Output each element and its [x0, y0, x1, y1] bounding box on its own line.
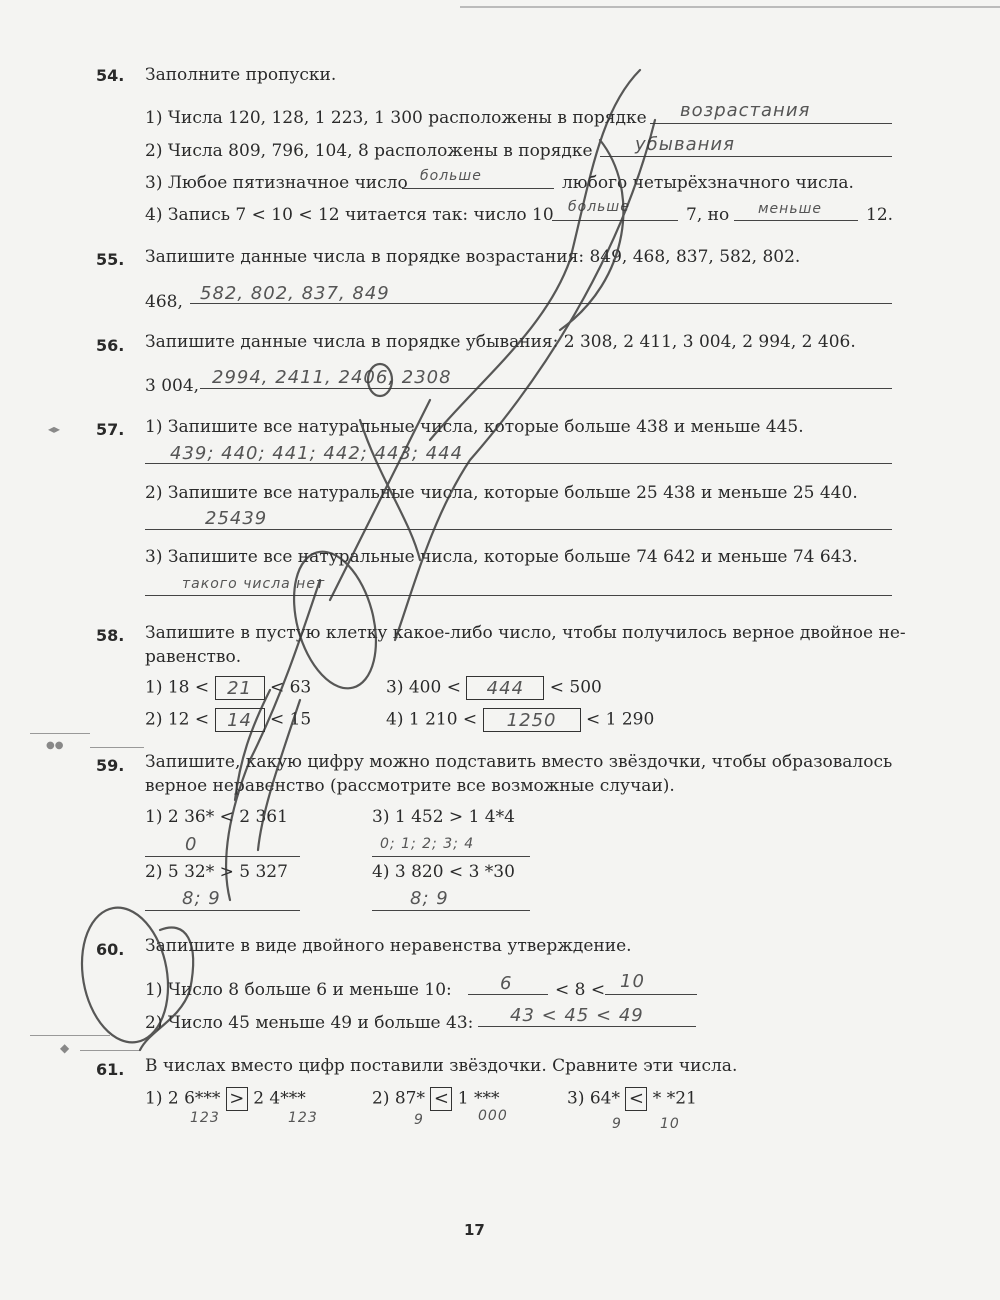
- task-60-item1-mid: < 8 <: [555, 980, 606, 1000]
- scribble-loop-2: [368, 364, 392, 396]
- task-61-c1-sign-box: >: [226, 1087, 248, 1111]
- task-59-item4-answer: 8; 9: [410, 888, 449, 909]
- task-54-number: 54.: [96, 66, 125, 85]
- task-58-item2-left: 2) 12 <: [145, 709, 210, 730]
- task-55-prefix: 468,: [145, 292, 183, 312]
- task-58-title-line1: Запишите в пустую клетку какое-либо число, чтобы получилось верное двойное не-: [145, 623, 906, 643]
- task-60-title: Запишите в виде двойного неравенства утверждение.: [145, 936, 632, 956]
- double-arrow-marker: ◂▸: [48, 422, 61, 436]
- task-57-answer1: 439; 440; 441; 442; 443; 444: [170, 443, 464, 464]
- task-57-answer2: 25439: [205, 508, 268, 529]
- task-61-c2-sign-box: <: [430, 1087, 452, 1111]
- task-61-c1-note-right: 123: [288, 1110, 318, 1126]
- task-56-title: Запишите данные числа в порядке убывания: 2 308, 2 411, 3 004, 2 994, 2 406.: [145, 332, 856, 352]
- diamond-marker: ◆: [60, 1041, 70, 1055]
- task-61-title: В числах вместо цифр поставили звёздочки. Сравните эти числа.: [145, 1056, 738, 1076]
- task-55-title: Запишите данные числа в порядке возрастания: 849, 468, 837, 582, 802.: [145, 247, 801, 267]
- task-56-prefix: 3 004,: [145, 376, 200, 396]
- task-58-number: 58.: [96, 626, 125, 645]
- task-57-q2: 2) Запишите все натуральные числа, которые больше 25 438 и меньше 25 440.: [145, 483, 858, 503]
- task-54-item4-text-c: 12.: [866, 205, 894, 225]
- task-54-item2-text: 2) Числа 809, 796, 104, 8 расположены в порядке: [145, 141, 593, 161]
- task-61-c1-right: 2 4***: [253, 1088, 306, 1109]
- task-61-c3-sign-box: <: [625, 1087, 647, 1111]
- scribble-stroke-3: [395, 120, 655, 640]
- task-59-title-line2: верное неравенство (рассмотрите все возможные случаи).: [145, 776, 675, 796]
- task-58-item4-left: 4) 1 210 <: [386, 709, 478, 730]
- task-61-number: 61.: [96, 1060, 125, 1079]
- task-61-c1-left: 1) 2 6***: [145, 1088, 221, 1109]
- task-61-c1-note-left: 123: [190, 1110, 220, 1126]
- task-55-number: 55.: [96, 250, 125, 269]
- task-59-item2-answer: 8; 9: [182, 888, 221, 909]
- task-58-item1-right: < 63: [269, 677, 312, 698]
- task-54-item4-answer2: меньше: [758, 201, 823, 217]
- task-61-c3-left: 3) 64*: [567, 1088, 620, 1109]
- scribble-stroke-1: [430, 70, 640, 440]
- task-61-c2-note-left: 9: [414, 1112, 424, 1128]
- task-59-item3-question: 3) 1 452 > 1 4*4: [372, 807, 515, 827]
- task-54-item4-answer1: больше: [568, 199, 630, 215]
- task-61-c2-note-right: 000: [478, 1108, 508, 1124]
- scribble-stroke-8: [258, 700, 300, 850]
- task-57-q1: 1) Запишите все натуральные числа, которые больше 438 и меньше 445.: [145, 417, 804, 437]
- task-59-item4-question: 4) 3 820 < 3 *30: [372, 862, 515, 882]
- task-54-item4-text-b: 7, но: [686, 205, 730, 225]
- two-dots-marker: ●●: [46, 740, 64, 751]
- scribble-stroke-5: [360, 420, 420, 560]
- task-58-item2-right: < 15: [269, 709, 312, 730]
- task-56-answer: 2994, 2411, 2406, 2308: [212, 367, 452, 388]
- task-55-answer: 582, 802, 837, 849: [200, 283, 390, 304]
- task-56-number: 56.: [96, 336, 125, 355]
- task-59-item3-answer: 0; 1; 2; 3; 4: [380, 836, 475, 852]
- task-61-c3-note-right: 10: [660, 1116, 680, 1132]
- task-58-title-line2: равенство.: [145, 647, 242, 667]
- task-58-item1-answer: 21: [227, 678, 252, 699]
- task-58-item4-right: < 1 290: [585, 709, 655, 730]
- page-number: 17: [464, 1221, 485, 1239]
- task-60-item1-answer1: 6: [500, 973, 513, 994]
- task-54-item3-text-b: любого четырёхзначного числа.: [562, 173, 854, 193]
- task-58-item1-left: 1) 18 <: [145, 677, 210, 698]
- task-54-item1-text: 1) Числа 120, 128, 1 223, 1 300 расположены в порядке: [145, 108, 647, 128]
- task-59-item1-question: 1) 2 36* < 2 361: [145, 807, 288, 827]
- task-54-item3-answer: больше: [420, 168, 482, 184]
- task-61-c3-note-left: 9: [612, 1116, 622, 1132]
- task-57-q3: 3) Запишите все натуральные числа, которые больше 74 642 и меньше 74 643.: [145, 547, 858, 567]
- task-58-item2-answer: 14: [227, 710, 252, 731]
- task-61-c2-right: 1 ***: [457, 1088, 500, 1109]
- scribble-stroke-4: [330, 400, 430, 600]
- task-58-item3-left: 3) 400 <: [386, 677, 461, 698]
- task-60-number: 60.: [96, 940, 125, 959]
- scribble-loop-1: [280, 543, 390, 698]
- task-60-item1-text: 1) Число 8 больше 6 и меньше 10:: [145, 980, 452, 1000]
- task-54-item3-text-a: 3) Любое пятизначное число: [145, 173, 408, 193]
- task-61-c3-right: * *21: [652, 1088, 697, 1109]
- task-59-title-line1: Запишите, какую цифру можно подставить вместо звёздочки, чтобы образовалось: [145, 752, 893, 772]
- task-54-item1-answer: возрастания: [680, 100, 811, 121]
- task-58-item4-answer: 1250: [506, 710, 557, 731]
- task-61-c2-left: 2) 87*: [372, 1088, 425, 1109]
- task-57-answer3: такого числа нет: [182, 576, 326, 592]
- scribble-stroke-9: [140, 928, 193, 1051]
- task-59-item1-answer: 0: [185, 834, 198, 855]
- task-60-item2-answer: 43 < 45 < 49: [510, 1005, 644, 1026]
- scribble-stroke-6: [226, 580, 320, 900]
- task-57-number: 57.: [96, 420, 125, 439]
- task-58-item3-right: < 500: [549, 677, 602, 698]
- task-59-item2-question: 2) 5 32* > 5 327: [145, 862, 288, 882]
- task-59-number: 59.: [96, 756, 125, 775]
- task-58-item3-answer: 444: [486, 678, 525, 699]
- task-60-item1-answer2: 10: [620, 971, 645, 992]
- task-54-title: Заполните пропуски.: [145, 65, 337, 85]
- task-54-item4-text-a: 4) Запись 7 < 10 < 12 читается так: число 10: [145, 205, 554, 225]
- task-54-item2-answer: убывания: [635, 134, 735, 155]
- task-60-item2-text: 2) Число 45 меньше 49 и больше 43:: [145, 1013, 474, 1033]
